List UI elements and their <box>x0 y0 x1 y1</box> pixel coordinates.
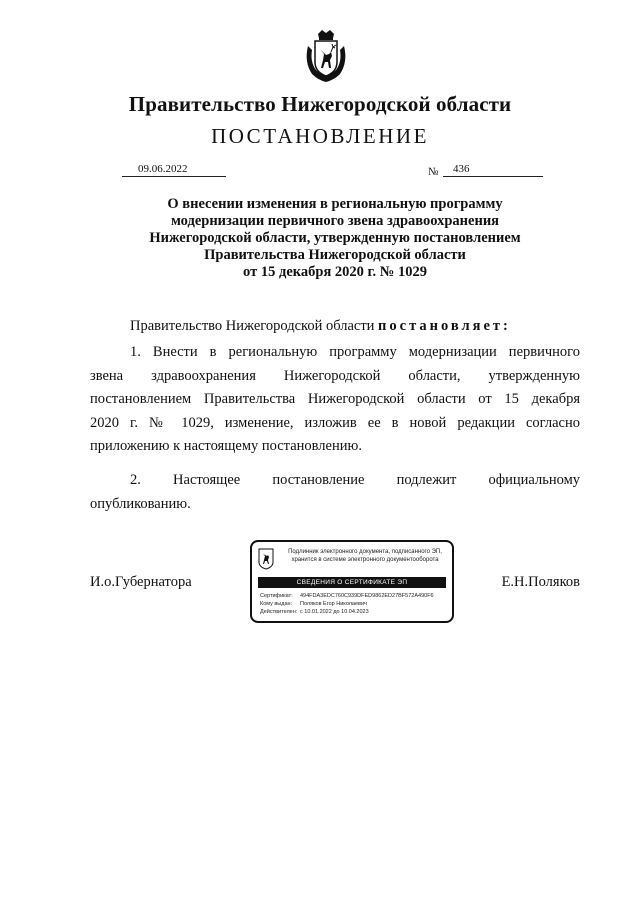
deer-emblem-icon <box>258 548 274 570</box>
paragraph-line: звена здравоохранения Нижегородской области, утвержденную <box>90 367 580 384</box>
subject-line: Нижегородской области, утвержденную постановлением <box>149 230 521 246</box>
electronic-signature-stamp <box>250 540 454 623</box>
deer-emblem-icon <box>302 28 350 84</box>
certificate-label: Сертификат: <box>260 593 293 599</box>
owner-row <box>260 600 452 608</box>
paragraph-line: 1. Внести в региональную программу модернизации первичного <box>130 344 580 360</box>
owner-value: Поляков Егор Николаевич <box>300 601 367 607</box>
paragraph-line: приложению к настоящему постановлению. <box>90 438 362 454</box>
paragraph-line: опубликованию. <box>90 495 191 512</box>
stamp-caption-line: хранится в системе электронного документооборота <box>291 557 439 563</box>
stamp-caption <box>280 548 450 564</box>
paragraph-line: постановлением Правительства Нижегородской области от 15 декабря <box>90 391 580 407</box>
signatory-position: И.о.Губернатора <box>90 574 192 590</box>
document-number-label: № <box>428 166 439 178</box>
subject-line: модернизации первичного звена здравоохранения <box>170 213 500 229</box>
preamble-action: постановляет: <box>378 318 511 334</box>
paragraph-line: 2. Настоящее постановление подлежит официальному <box>130 472 580 488</box>
validity-row <box>260 608 452 616</box>
stamp-caption-line: Подлинник электронного документа, подписанного ЭП, <box>288 549 442 555</box>
document-number: 436 <box>443 163 543 177</box>
organization-title: Правительство Нижегородской области <box>128 92 512 116</box>
subject-line: О внесении изменения в региональную программу <box>167 196 503 212</box>
subject-line: Правительства Нижегородской области <box>204 247 466 263</box>
document-type-heading: ПОСТАНОВЛЕНИЕ <box>211 124 429 148</box>
owner-label: Кому выдан: <box>260 601 293 607</box>
coat-of-arms-emblem <box>302 28 350 84</box>
certificate-details <box>260 592 452 616</box>
certificate-value: 494FDA3EDC760C939DFED9862ED27BF572A490F6 <box>300 593 434 599</box>
paragraph-2 <box>90 469 580 516</box>
stamp-heading: СВЕДЕНИЯ О СЕРТИФИКАТЕ ЭП <box>258 577 446 588</box>
paragraph-line: 2020 г. № 1029, изменение, изложив ее в новой редакции согласно <box>90 414 580 431</box>
preamble-text: Правительство Нижегородской области <box>130 318 375 334</box>
validity-label: Действителен: <box>260 609 298 615</box>
validity-value: с 10.01.2022 до 10.04.2023 <box>300 609 369 615</box>
paragraph-1 <box>90 341 580 459</box>
preamble <box>90 315 620 339</box>
certificate-row <box>260 592 452 600</box>
signatory-name: Е.Н.Поляков <box>501 574 580 590</box>
document-subject <box>90 196 580 281</box>
subject-line: от 15 декабря 2020 г. № 1029 <box>243 264 427 280</box>
document-date: 09.06.2022 <box>122 163 226 177</box>
